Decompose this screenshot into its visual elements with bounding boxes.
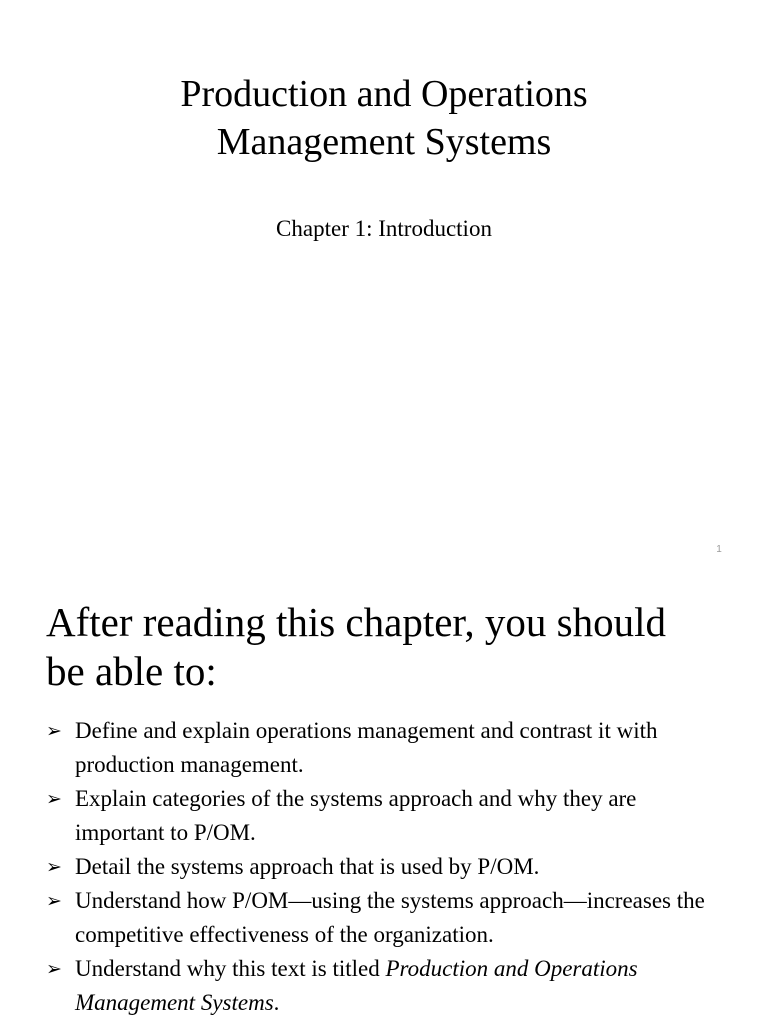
objectives-heading: [46, 598, 736, 696]
list-item: [0, 850, 768, 884]
heading-line-1: After reading this chapter, you should: [46, 599, 667, 645]
arrow-bullet-icon: ➢: [46, 720, 62, 742]
book-title-emphasis: Production and Operations Management Systems: [75, 956, 638, 1015]
presentation-title: [0, 70, 768, 166]
objective-text-end: .: [273, 990, 280, 1015]
objective-text: Understand how P/OM—using the systems approach—increases the competitive effectiveness of the organization.: [75, 888, 705, 947]
title-line-1: Production and Operations: [180, 73, 588, 115]
arrow-bullet-icon: ➢: [46, 890, 62, 912]
arrow-bullet-icon: ➢: [46, 958, 62, 980]
slide-page-number: 1: [716, 544, 722, 555]
list-item: [0, 714, 768, 782]
arrow-bullet-icon: ➢: [46, 788, 62, 810]
objective-text: Define and explain operations management and contrast it with production management.: [75, 718, 658, 777]
objectives-list: [0, 714, 768, 1020]
heading-line-2: be able to:: [46, 648, 217, 694]
objective-text-start: Understand why this text is titled: [75, 956, 386, 981]
title-line-2: Management Systems: [216, 121, 552, 163]
list-item: [0, 782, 768, 850]
objective-text: Detail the systems approach that is used by P/OM.: [75, 854, 540, 879]
list-item: [0, 952, 768, 1020]
objective-text: Explain categories of the systems approach and why they are important to P/OM.: [75, 786, 637, 845]
objectives-slide: [0, 570, 768, 1024]
chapter-subtitle: Chapter 1: Introduction: [276, 216, 492, 241]
arrow-bullet-icon: ➢: [46, 856, 62, 878]
list-item: [0, 884, 768, 952]
